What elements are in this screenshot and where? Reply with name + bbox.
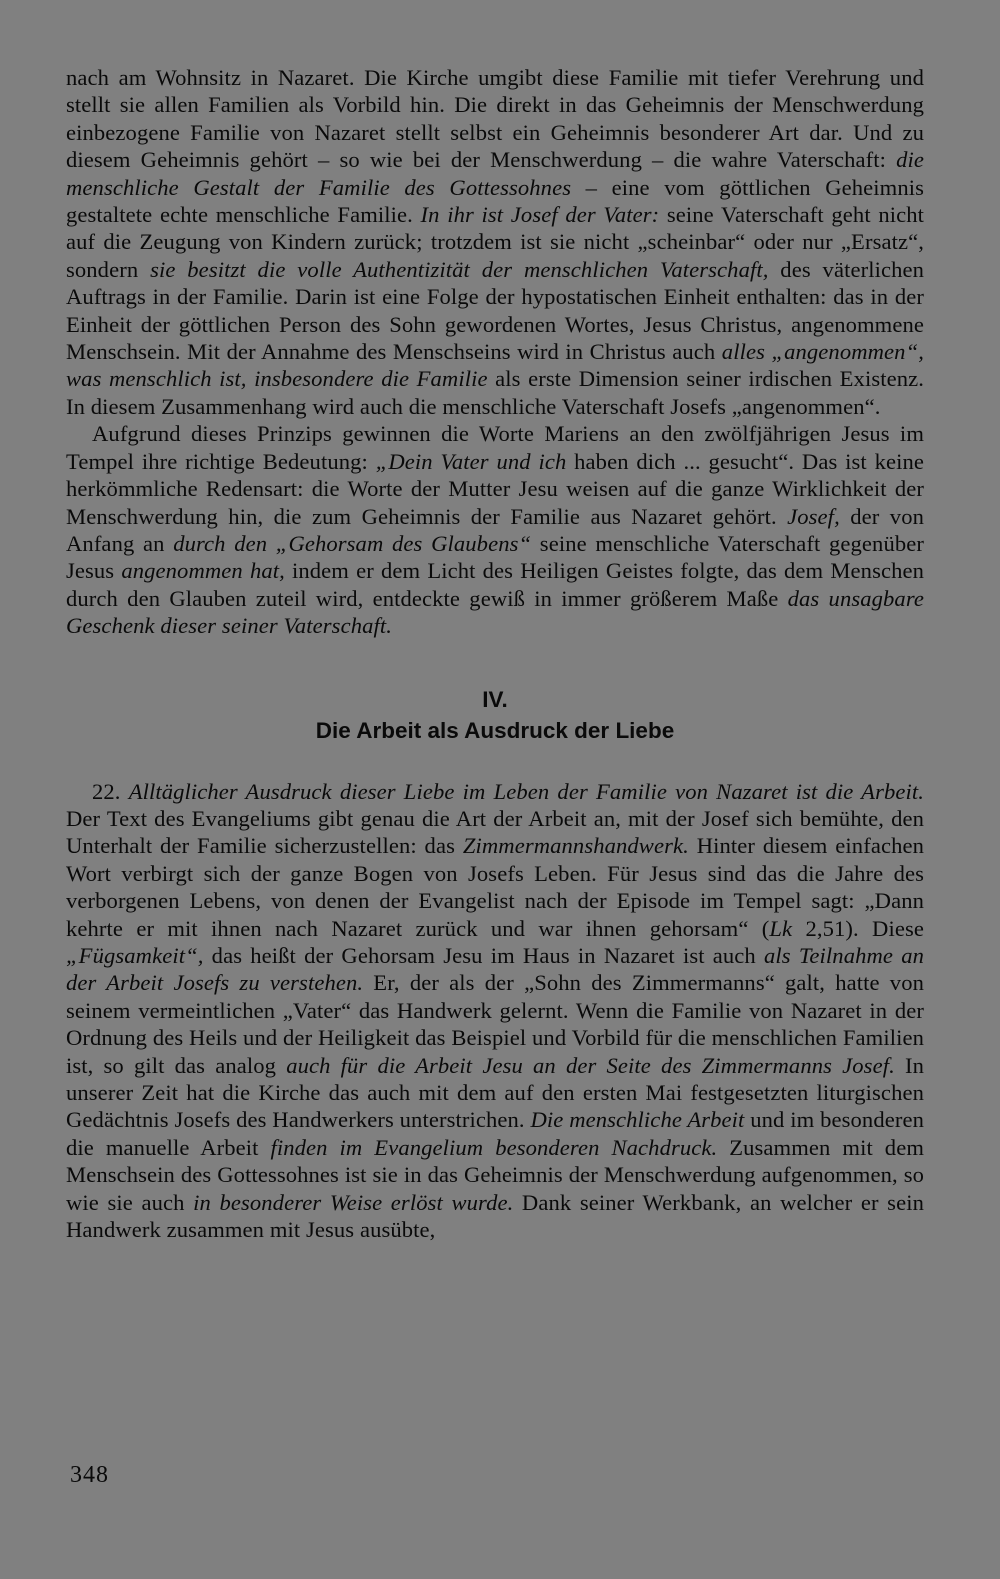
text-run: Der Text des Evangeliums gibt genau die Art der Arbeit an, mit der Josef sich bemühte, den Unterhalt der Familie sicherzustellen: das: [66, 805, 924, 859]
text-run: und im besonderen die manuelle Arbeit: [66, 1107, 925, 1160]
page-body: [66, 64, 924, 1243]
text-run: als erste Dimension seiner irdischen Existenz. In diesem Zusammenhang wird auch die menschliche Vaterschaft Josefs „angenommen“.: [66, 366, 924, 419]
italic-run: als Teilnahme an der Arbeit Josefs zu verstehen.: [66, 942, 925, 996]
text-run: seine Vaterschaft geht nicht auf die Zeugung von Kindern zurück; trotzdem ist sie nicht „scheinbar“ oder nur „Ersatz“, sondern: [66, 202, 925, 282]
italic-run: Lk: [769, 915, 793, 941]
italic-run: auch für die Arbeit Jesu an der Seite des Zimmermanns Josef.: [286, 1052, 895, 1078]
text-block-1: [66, 64, 924, 640]
text-block-2: [66, 778, 924, 1244]
italic-run: sie besitzt die volle Authentizität der menschlichen Vaterschaft,: [150, 256, 769, 282]
italic-run: „Fügsamkeit“,: [66, 942, 204, 968]
text-run: Aufgrund dieses Prinzips gewinnen die Worte Mariens an den zwölfjährigen Jesus im Tempel ihre richtige Bedeutung:: [66, 421, 924, 474]
paragraph: [66, 420, 924, 639]
section-number: IV.: [482, 686, 508, 712]
text-run: das heißt der Gehorsam Jesu im Haus in Nazaret ist auch: [203, 942, 764, 968]
text-run: In unserer Zeit hat die Kirche das auch mit dem auf den ersten Mai festgesetzten liturgischen Gedächtnis Josefs des Handwerkers unterstrichen.: [66, 1052, 925, 1133]
text-run: indem er dem Licht des Heiligen Geistes folgte, das dem Menschen durch den Glauben zuteil wird, entdeckte gewiß in immer größerem Maße: [66, 558, 925, 611]
text-run: Er, der als der „Sohn des Zimmermanns“ galt, hatte von seinem vermeintlichen „Vater“ das Handwerk gelernt. Wenn die Familie von Nazaret in der Ordnung des Heils und der Heiligkeit das Beispiel und Vorbild für die menschlichen Familien ist, so gilt das analog: [66, 970, 924, 1078]
italic-run: die menschliche Gestalt der Familie des Gottessohnes: [66, 147, 924, 200]
italic-run: alles „angenommen“, was menschlich ist, insbesondere die Familie: [66, 339, 924, 392]
italic-run: in besonderer Weise erlöst wurde.: [193, 1189, 514, 1215]
text-run: seine menschliche Vaterschaft gegenüber Jesus: [66, 530, 924, 584]
text-run: nach am Wohnsitz in Nazaret. Die Kirche umgibt diese Familie mit tiefer Verehrung und stellt sie allen Familien als Vorbild hin. Die direkt in das Geheimnis der Menschwerdung einbezogene Familie von Nazaret stellt selbst ein Geheimnis besonderer Art dar. Und zu diesem Geheimnis gehört – so wie bei der Menschwerdung – die wahre Vaterschaft:: [66, 65, 924, 173]
italic-run: Josef,: [787, 503, 840, 529]
italic-run: Die menschliche Arbeit: [530, 1107, 745, 1133]
text-run: – eine vom göttlichen Geheimnis gestaltete echte menschliche Familie.: [66, 174, 925, 228]
section-title: Die Arbeit als Ausdruck der Liebe: [315, 717, 675, 743]
paragraph: [66, 778, 924, 1244]
text-run: der von Anfang an: [66, 503, 924, 556]
text-run: Dank seiner Werkbank, an welcher er sein Handwerk zusammen mit Jesus ausübte,: [66, 1189, 924, 1243]
italic-run: finden im Evangelium besonderen Nachdruck.: [270, 1134, 718, 1160]
italic-run: das unsagbare Geschenk dieser seiner Vaterschaft.: [66, 585, 924, 639]
text-run: 22.: [92, 778, 129, 804]
text-run: haben dich ... gesucht“. Das ist keine herkömmliche Redensart: die Worte der Mutter Jesu weisen auf die ganze Wirklichkeit der Menschwerdung hin, die zum Geheimnis der Familie aus Nazaret gehört.: [66, 448, 924, 529]
italic-run: angenommen hat,: [121, 558, 285, 584]
italic-run: durch den „Gehorsam des Glaubens“: [173, 530, 532, 556]
italic-run: Alltäglicher Ausdruck dieser Liebe im Leben der Familie von Nazaret ist die Arbeit.: [128, 778, 924, 804]
text-run: Hinter diesem einfachen Wort verbirgt sich der ganze Bogen von Josefs Leben. Für Jesus sind das die Jahre des verborgenen Lebens, von denen der Evangelist nach der Episode im Tempel sagt: „Dann kehrte er mit ihnen nach Nazaret zurück und war ihnen gehorsam“ (: [66, 833, 924, 941]
page-number: 348: [70, 1462, 109, 1488]
text-run: 2,51). Diese: [792, 915, 924, 941]
italic-run: In ihr ist Josef der Vater:: [420, 202, 660, 228]
italic-run: „Dein Vater und ich: [375, 448, 567, 474]
paragraph: [66, 64, 924, 420]
text-run: des väterlichen Auftrags in der Familie. Darin ist eine Folge der hypostatischen Einheit enthalten: das in der Einheit der göttlichen Person des Sohn gewordenen Wortes, Jesus Christus, angenommene Menschsein. Mit der Annahme des Menschseins wird in Christus auch: [66, 256, 925, 365]
text-run: Zusammen mit dem Menschsein des Gottessohnes ist sie in das Geheimnis der Menschwerdung aufgenommen, so wie sie auch: [66, 1134, 924, 1215]
italic-run: Zimmermannshandwerk.: [462, 833, 689, 859]
